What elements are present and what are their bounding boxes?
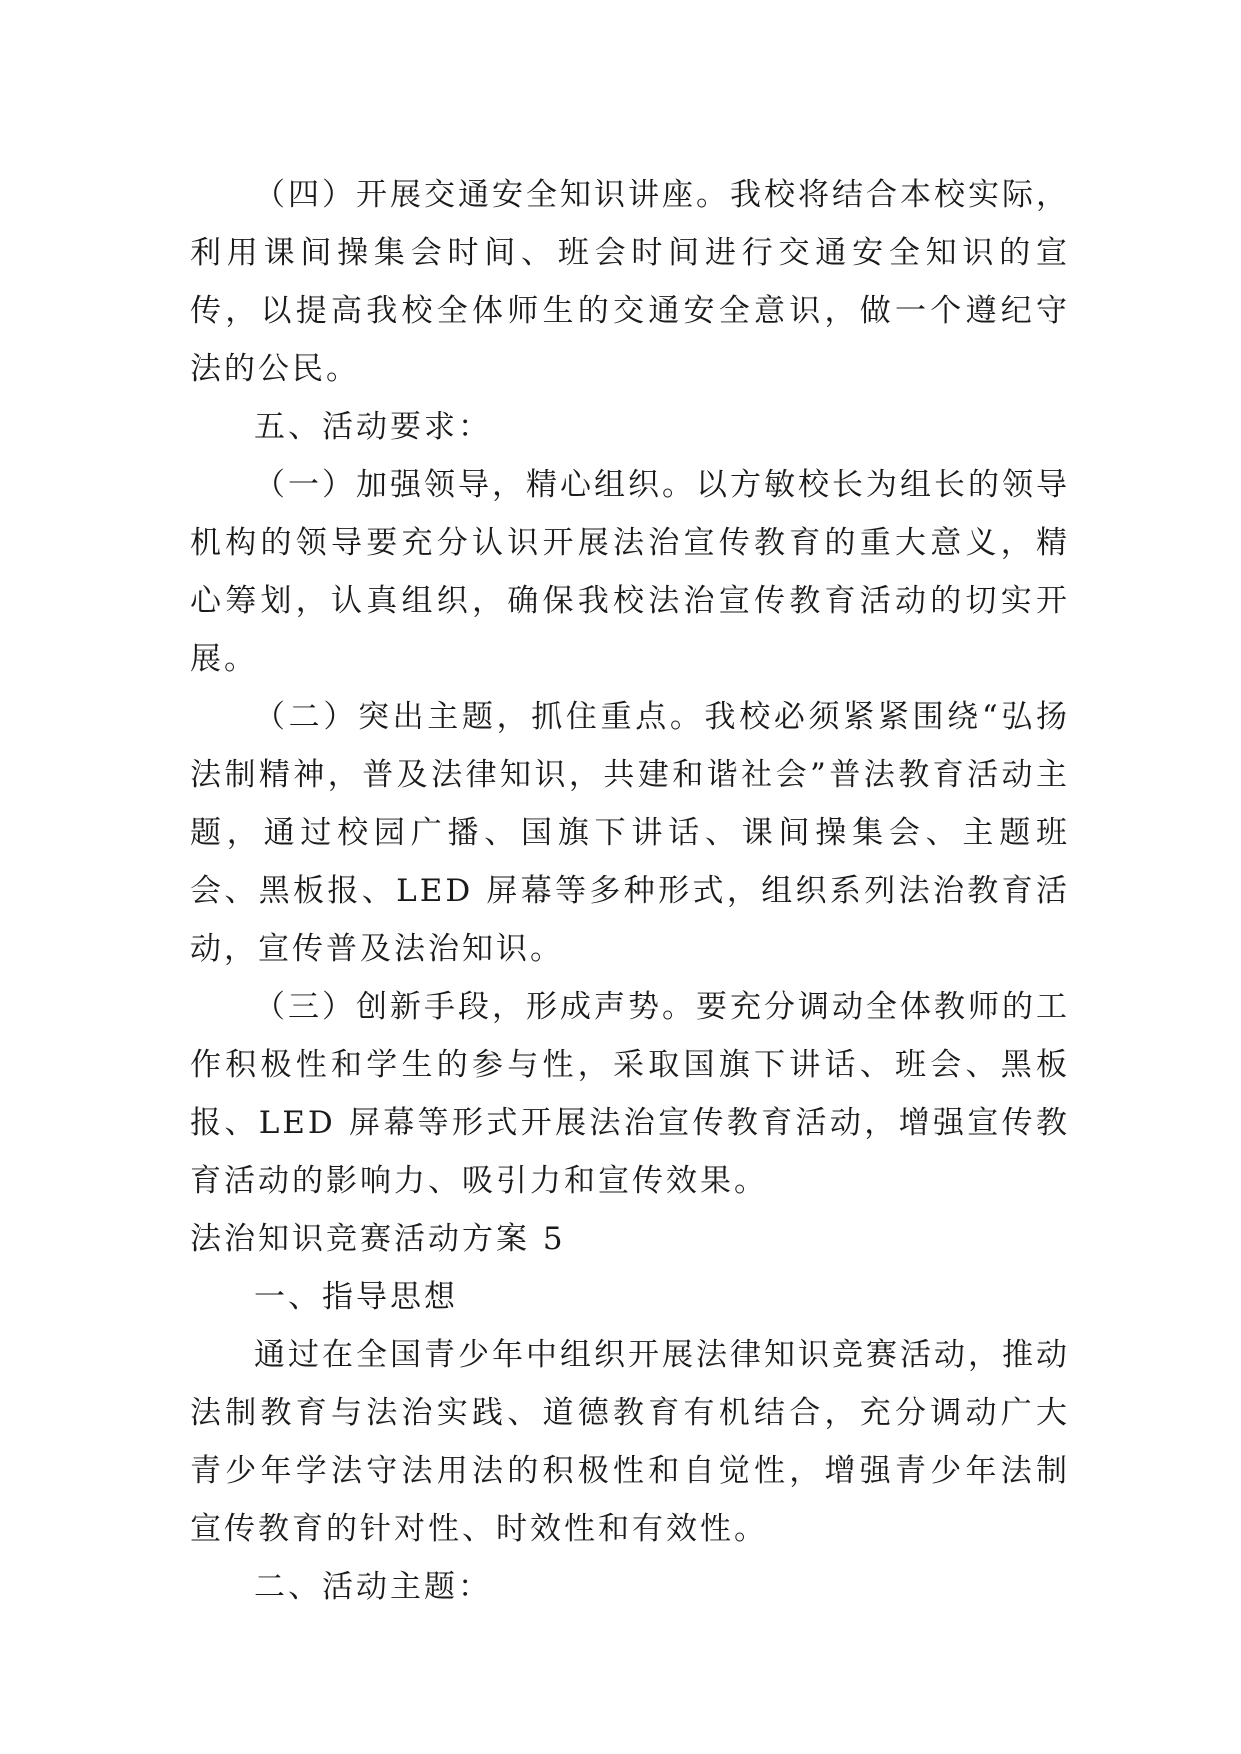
paragraph-guiding-ideology: 通过在全国青少年中组织开展法律知识竞赛活动，推动法制教育与法治实践、道德教育有机结合，充分调动广大青少年学法守法用法的积极性和自觉性，增强青少年法制宣传教育的针对性、时效性和有效性。 <box>190 1337 1070 1547</box>
paragraph-traffic-lecture: （四）开展交通安全知识讲座。我校将结合本校实际，利用课间操集会时间、班会时间进行交通安全知识的宣传，以提高我校全体师生的交通安全意识，做一个遵纪守法的公民。 <box>190 177 1070 387</box>
heading-activity-requirements: 五、活动要求： <box>254 409 492 445</box>
heading-guiding-ideology: 一、指导思想 <box>254 1279 458 1315</box>
paragraph-leadership: （一）加强领导，精心组织。以方敏校长为组长的领导机构的领导要充分认识开展法治宣传教育的重大意义，精心筹划，认真组织，确保我校法治宣传教育活动的切实开展。 <box>190 467 1070 677</box>
paragraph-innovation: （三）创新手段，形成声势。要充分调动全体教师的工作积极性和学生的参与性，采取国旗下讲话、班会、黑板报、LED 屏幕等形式开展法治宣传教育活动，增强宣传教育活动的影响力、吸引力和宣传效果。 <box>190 989 1070 1199</box>
paragraph-highlight-theme: （二）突出主题，抓住重点。我校必须紧紧围绕“弘扬法制精神，普及法律知识，共建和谐社会”普法教育活动主题，通过校园广播、国旗下讲话、课间操集会、主题班会、黑板报、LED 屏幕等多种形式，组织系列法治教育活动，宣传普及法治知识。 <box>190 699 1070 967</box>
section-title: 法治知识竞赛活动方案 5 <box>190 1221 566 1257</box>
heading-activity-theme: 二、活动主题： <box>254 1569 492 1605</box>
document-body <box>190 166 1070 1616</box>
